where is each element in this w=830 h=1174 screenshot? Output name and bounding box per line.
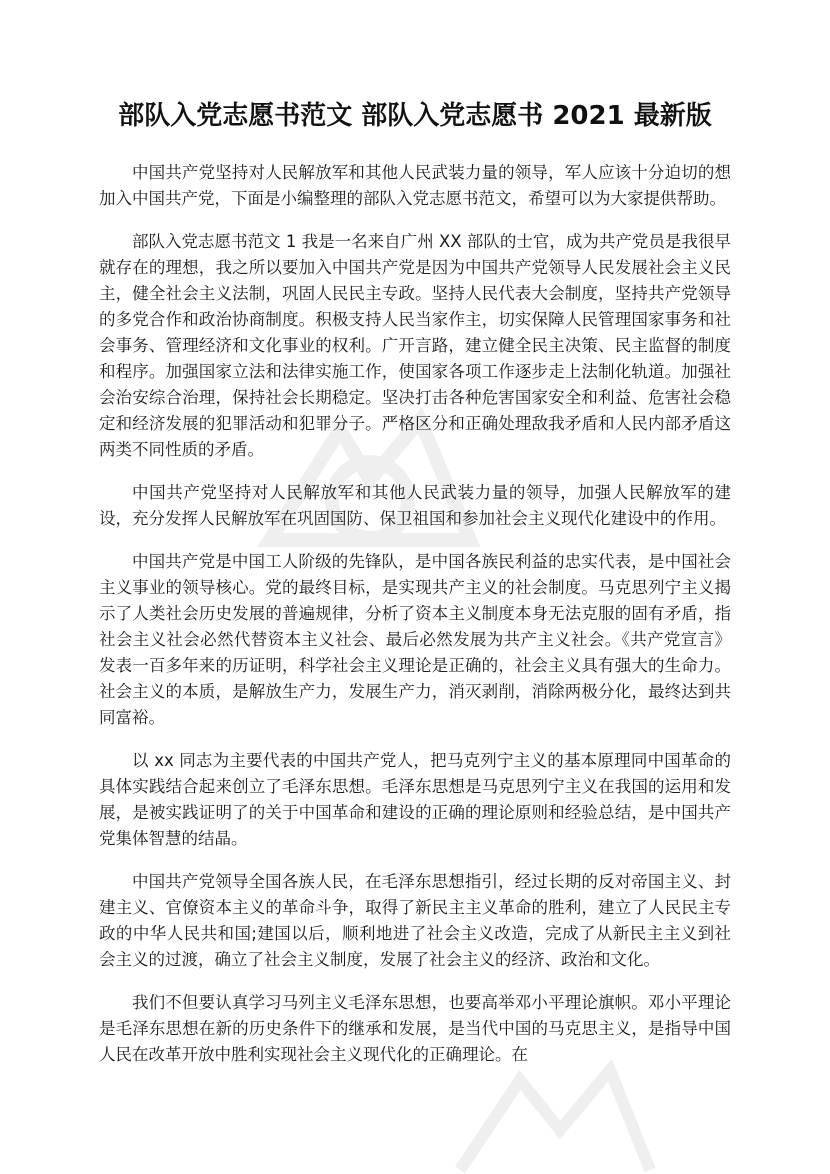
document-title: 部队入党志愿书范文 部队入党志愿书 2021 最新版 — [118, 101, 712, 131]
document-body — [99, 160, 731, 1085]
paragraph: 以 xx 同志为主要代表的中国共产党人，把马克列宁主义的基本原理同中国革命的具体实践结合起来创立了毛泽东思想。毛泽东思想是马克思列宁主义在我国的运用和发展，是被实践证明了的关于中国革命和建设的正确的理论原则和经验总结，是中国共产党集体智慧的结晶。 — [99, 751, 731, 848]
paragraph: 中国共产党坚持对人民解放军和其他人民武装力量的领导，军人应该十分迫切的想加入中国共产党，下面是小编整理的部队入党志愿书范文，希望可以为大家提供帮助。 — [99, 163, 731, 208]
paragraph: 部队入党志愿书范文 1 我是一名来自广州 XX 部队的士官，成为共产党员是我很早就存在的理想，我之所以要加入中国共产党是因为中国共产党领导人民发展社会主义民主，健全社会主义法制，巩固人民民主专政。坚持人民代表大会制度，坚持共产党领导的多党合作和政治协商制度。积极支持人民当家作主，切实保障人民管理国家事务和社会事务、管理经济和文化事业的权利。广开言路，建立健全民主决策、民主监督的制度和程序。加强国家立法和法律实施工作，使国家各项工作逐步走上法制化轨道。加强社会治安综合治理，保持社会长期稳定。坚决打击各种危害国家安全和利益、危害社会稳定和经济发展的犯罪活动和犯罪分子。严格区分和正确处理敌我矛盾和人民内部矛盾这两类不同性质的矛盾。 — [99, 232, 731, 459]
paragraph: 中国共产党是中国工人阶级的先锋队，是中国各族民利益的忠实代表，是中国社会主义事业的领导核心。党的最终目标，是实现共产主义的社会制度。马克思列宁主义揭示了人类社会历史发展的普遍规律，分析了资本主义制度本身无法克服的固有矛盾，指社会主义社会必然代替资本主义社会、最后必然发展为共产主义社会。《共产党宣言》发表一百多年来的历证明，科学社会主义理论是正确的，社会主义具有强大的生命力。社会主义的本质，是解放生产力，发展生产力，消灭剥削，消除两极分化，最终达到共同富裕。 — [99, 552, 731, 727]
paragraph: 中国共产党坚持对人民解放军和其他人民武装力量的领导，加强人民解放军的建设，充分发挥人民解放军在巩固国防、保卫祖国和参加社会主义现代化建设中的作用。 — [99, 483, 731, 528]
paragraph: 中国共产党领导全国各族人民，在毛泽东思想指引，经过长期的反对帝国主义、封建主义、官僚资本主义的革命斗争，取得了新民主主义革命的胜利，建立了人民民主专政的中华人民共和国;建国以后，顺利地进了社会主义改造，完成了从新民主主义到社会主义的过渡，确立了社会主义制度，发展了社会主义的经济、政治和文化。 — [99, 872, 731, 969]
paragraph: 我们不但要认真学习马列主义毛泽东思想，也要高举邓小平理论旗帜。邓小平理论是毛泽东思想在新的历史条件下的继承和发展，是当代中国的马克思主义，是指导中国人民在改革开放中胜利实现社会主义现代化的正确理论。在 — [99, 993, 731, 1064]
